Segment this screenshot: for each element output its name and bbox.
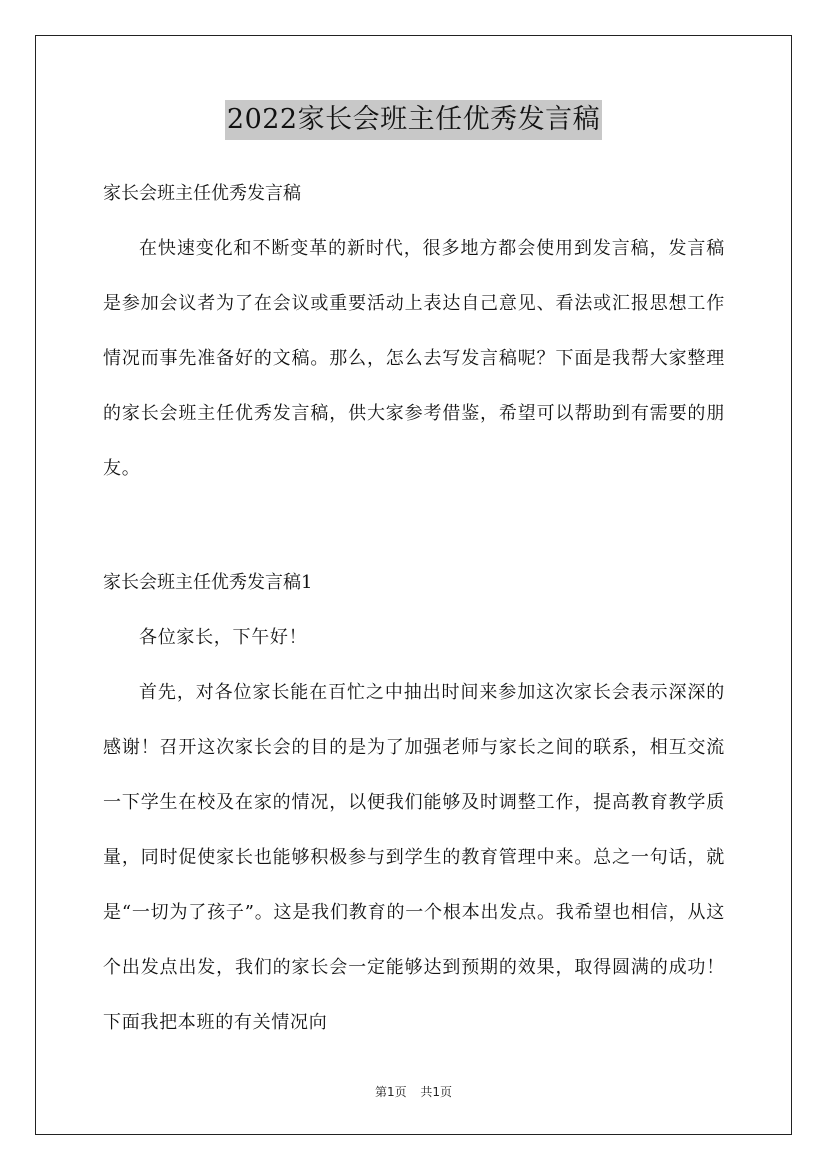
page-footer [0, 1083, 827, 1100]
intro-paragraph: 在快速变化和不断变革的新时代，很多地方都会使用到发言稿，发言稿是参加会议者为了在会议或重要活动上表达自己意见、看法或汇报思想工作情况而事先准备好的文稿。那么，怎么去写发言稿呢？下面是我帮大家整理的家长会班主任优秀发言稿，供大家参考借鉴，希望可以帮助到有需要的朋友。 [103, 238, 725, 479]
document-title: 2022家长会班主任优秀发言稿 [225, 100, 602, 140]
page-number-total: 共1页 [420, 1085, 453, 1099]
section-heading: 家长会班主任优秀发言稿1 [103, 572, 313, 593]
intro-heading: 家长会班主任优秀发言稿 [103, 183, 301, 204]
document-body [103, 175, 725, 1050]
body-paragraph: 首先，对各位家长能在百忙之中抽出时间来参加这次家长会表示深深的感谢！召开这次家长会的目的是为了加强老师与家长之间的联系，相互交流一下学生在校及在家的情况，以便我们能够及时调整工作，提高教育教学质量，同时促使家长也能够积极参与到学生的教育管理中来。总之一句话，就是“一切为了孩子”。这是我们教育的一个根本出发点。我希望也相信，从这个出发点出发，我们的家长会一定能够达到预期的效果，取得圆满的成功！下面我把本班的有关情况向 [103, 682, 725, 1033]
title-area [0, 100, 827, 140]
greeting-paragraph: 各位家长，下午好！ [139, 627, 308, 648]
page-number-current: 第1页 [374, 1085, 407, 1099]
